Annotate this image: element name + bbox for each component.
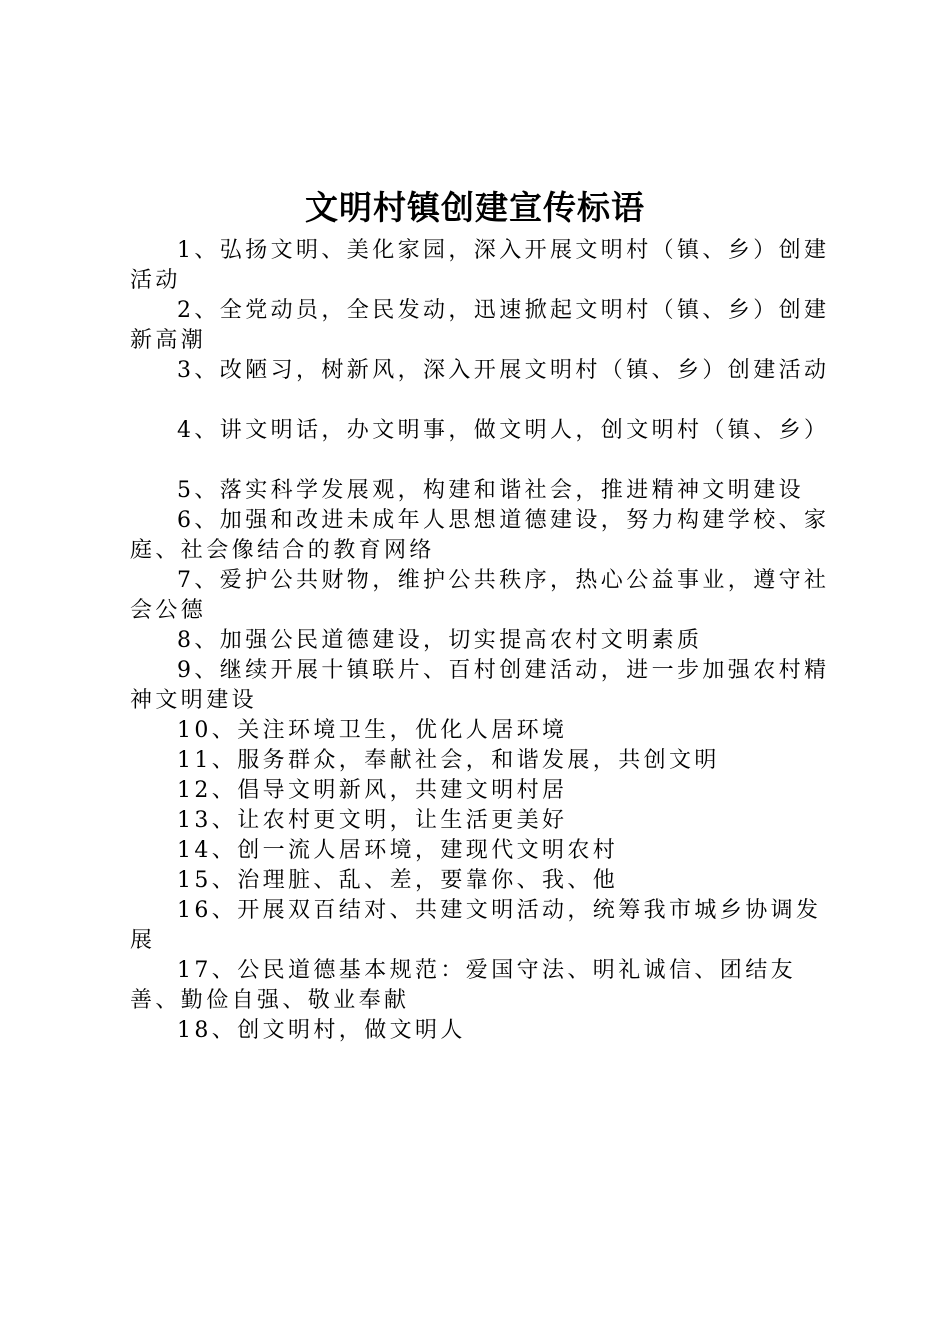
slogan-item: 2、全党动员，全民发动，迅速掀起文明村（镇、乡）创建新高潮 xyxy=(130,298,830,353)
slogan-item: 18、创文明村，做文明人 xyxy=(177,1018,466,1043)
slogan-item: 4、讲文明话，办文明事，做文明人，创文明村（镇、乡） xyxy=(177,418,830,443)
document-title: 文明村镇创建宣传标语 xyxy=(305,188,645,227)
slogan-item: 13、让农村更文明，让生活更美好 xyxy=(177,808,568,833)
slogan-item: 11、服务群众，奉献社会，和谐发展，共创文明 xyxy=(177,748,720,773)
slogan-item: 12、倡导文明新风，共建文明村居 xyxy=(177,778,568,803)
slogan-item: 15、治理脏、乱、差，要靠你、我、他 xyxy=(177,868,619,893)
slogan-item: 1、弘扬文明、美化家园，深入开展文明村（镇、乡）创建活动 xyxy=(130,238,830,293)
slogan-item: 6、加强和改进未成年人思想道德建设，努力构建学校、家庭、社会像结合的教育网络 xyxy=(130,508,830,563)
slogan-item: 3、改陋习，树新风，深入开展文明村（镇、乡）创建活动 xyxy=(177,358,830,383)
slogan-item: 8、加强公民道德建设，切实提高农村文明素质 xyxy=(177,628,703,653)
slogan-item: 14、创一流人居环境，建现代文明农村 xyxy=(177,838,619,863)
slogan-list xyxy=(130,236,834,1046)
slogan-item: 10、关注环境卫生，优化人居环境 xyxy=(177,718,568,743)
slogan-item: 7、爱护公共财物，维护公共秩序，热心公益事业，遵守社会公德 xyxy=(130,568,830,623)
slogan-item: 5、落实科学发展观，构建和谐社会，推进精神文明建设 xyxy=(177,478,804,503)
slogan-item: 16、开展双百结对、共建文明活动，统筹我市城乡协调发展 xyxy=(130,898,822,953)
slogan-item: 9、继续开展十镇联片、百村创建活动，进一步加强农村精神文明建设 xyxy=(130,658,830,713)
slogan-item: 17、公民道德基本规范：爱国守法、明礼诚信、团结友善、勤俭自强、敬业奉献 xyxy=(130,958,796,1013)
